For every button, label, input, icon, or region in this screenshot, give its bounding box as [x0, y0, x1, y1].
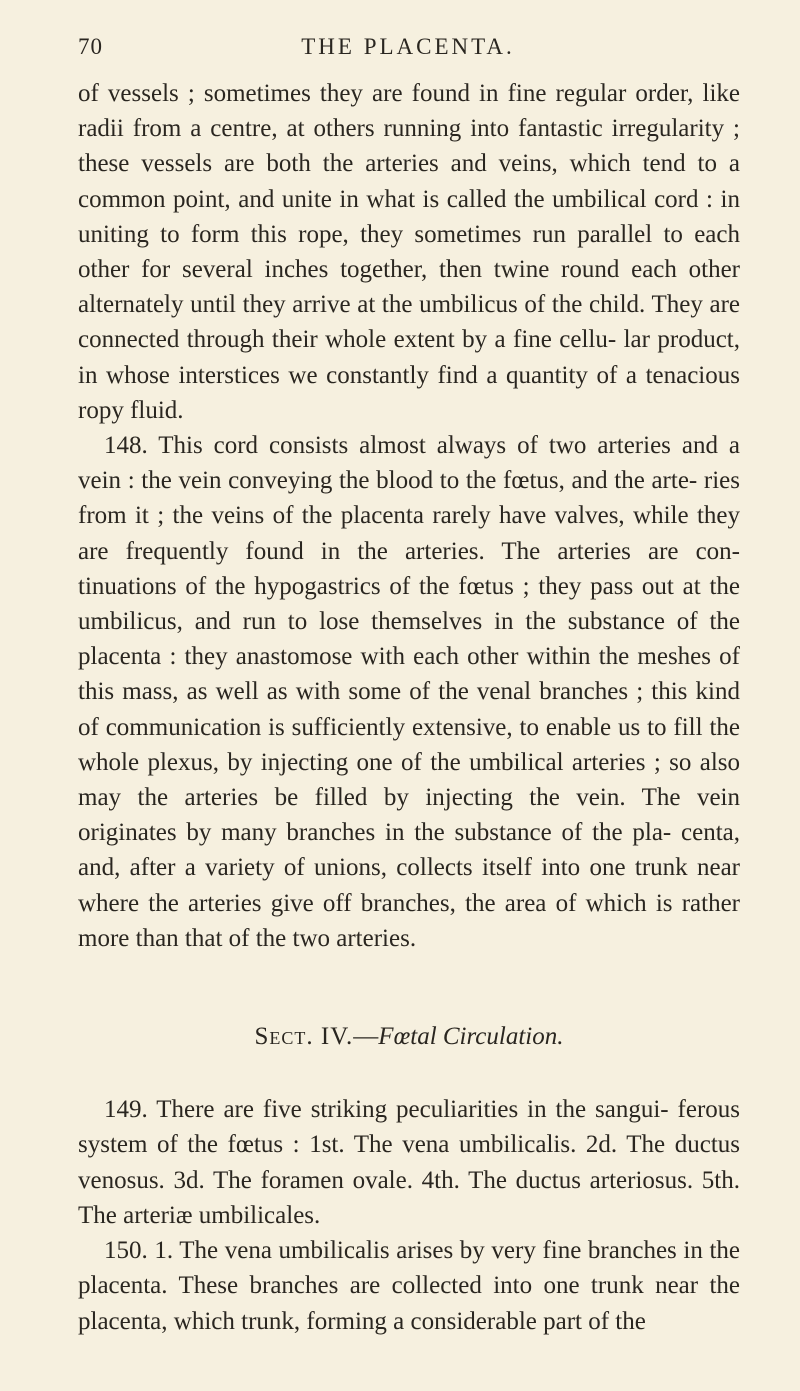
paragraph-150: 150. 1. The vena umbilicalis arises by very fine branches in the placenta. These branches are collected into one trunk near the placenta, which trunk, forming a considerable part of the [78, 1237, 740, 1335]
section-title: Fœtal Circulation. [378, 1023, 564, 1051]
section-label: Sect. IV. [254, 1023, 354, 1051]
section-heading [78, 1019, 740, 1054]
section-dash: — [353, 1023, 379, 1051]
page-header [78, 34, 738, 64]
paragraph-continued: of vessels ; sometimes they are found in fine regular order, like radii from a centre, at others running into fantastic irregularity ; these vessels are both the arteries and veins, which tend to a common point, and unite in what is called the umbilical cord : in uniting to form this rope, they sometimes run parallel to each other for several inches together, then twine round each other alternately until they arrive at the umbilicus of the child. They are connected through their whole extent by a fine cellu- lar product, in whose interstices we constantly find a quantity of a tenacious ropy fluid. [78, 80, 740, 424]
page-body [78, 76, 740, 1339]
paragraph-149: 149. There are five striking peculiarities in the sangui- ferous system of the fœtus : 1st. The vena umbilicalis. 2d. The ductus venosus. 3d. The foramen ovale. 4th. The ductus arteriosus. 5th. The arteriæ umbilicales. [78, 1096, 740, 1229]
running-head: THE PLACENTA. [301, 34, 515, 59]
paragraph-148: 148. This cord consists almost always of two arteries and a vein : the vein conveying the blood to the fœtus, and the arte- ries from it ; the veins of the placenta rarely have valves, while they are frequently found in the arteries. The arteries are con- tinuations of the hypogastrics of the fœtus ; they pass out at the umbilicus, and run to lose themselves in the substance of the placenta : they anastomose with each other within the meshes of this mass, as well as with some of the venal branches ; this kind of communication is sufficiently extensive, to enable us to fill the whole plexus, by injecting one of the umbilical arteries ; so also may the arteries be filled by injecting the vein. The vein originates by many branches in the substance of the pla- centa, and, after a variety of unions, collects itself into one trunk near where the arteries give off branches, the area of which is rather more than that of the two arteries. [78, 432, 740, 952]
page-number: 70 [78, 34, 103, 59]
